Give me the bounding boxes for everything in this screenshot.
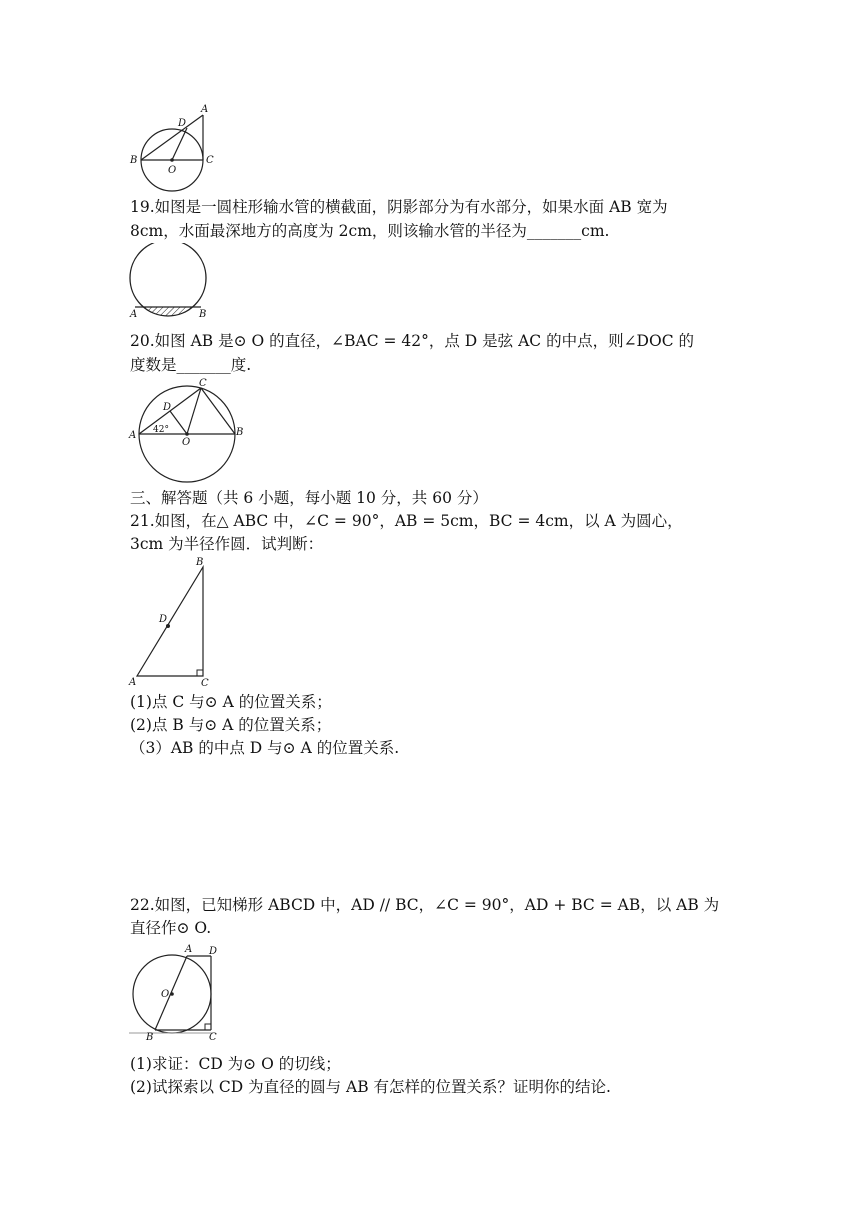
q22-sub2: (2)试探索以 CD 为直径的圆与 AB 有怎样的位置关系？证明你的结论.: [130, 1078, 611, 1096]
label-C: C: [209, 1032, 217, 1043]
q19-line2: 8cm，水面最深地方的高度为 2cm，则该输水管的半径为_______cm.: [130, 222, 610, 240]
label-A: A: [130, 309, 138, 320]
figure-trapezoid-circle: [125, 942, 230, 1044]
label-C: C: [199, 378, 207, 389]
q21-line1: 21.如图，在△ ABC 中，∠C = 90°，AB = 5cm，BC = 4cm，以 A 为圆心，: [130, 512, 683, 530]
q21-sub3: （3）AB 的中点 D 与⊙ A 的位置关系.: [130, 739, 400, 757]
q19-line1: 19.如图是一圆柱形输水管的横截面，阴影部分为有水部分，如果水面 AB 宽为: [130, 198, 668, 216]
q21-sub2: (2)点 B 与⊙ A 的位置关系；: [130, 716, 332, 734]
q22-line1: 22.如图，已知梯形 ABCD 中，AD // BC，∠C = 90°，AD + BC = AB，以 AB 为: [130, 896, 720, 914]
q22-sub1: (1)求证：CD 为⊙ O 的切线；: [130, 1055, 341, 1073]
q21-line2: 3cm 为半径作圆．试判断：: [130, 535, 324, 553]
q22-line2: 直径作⊙ O.: [130, 919, 212, 937]
label-B: B: [196, 557, 204, 568]
figure-water-pipe: [125, 243, 225, 323]
q20-line2: 度数是_______度.: [130, 356, 252, 374]
q20-line1: 20.如图 AB 是⊙ O 的直径，∠BAC = 42°，点 D 是弦 AC 的中点，则∠DOC 的: [130, 332, 694, 350]
label-A: A: [129, 430, 137, 441]
label-D: D: [178, 118, 187, 129]
figure-circle-chord: [125, 375, 255, 487]
label-B: B: [130, 155, 138, 166]
label-C: C: [206, 155, 214, 166]
figure-circle-tangent-top: [125, 100, 225, 195]
label-D: D: [163, 402, 172, 413]
label-angle: 42°: [153, 425, 169, 435]
label-A: A: [201, 104, 209, 115]
label-B: B: [199, 309, 207, 320]
label-D: D: [159, 614, 168, 625]
label-O: O: [168, 165, 177, 176]
label-O: O: [161, 989, 170, 1000]
section3-title: 三、解答题（共 6 小题，每小题 10 分，共 60 分）: [130, 489, 488, 507]
label-B: B: [236, 427, 244, 438]
figure-right-triangle: [125, 555, 225, 689]
q21-sub1: (1)点 C 与⊙ A 的位置关系；: [130, 693, 332, 711]
label-O: O: [182, 437, 191, 448]
label-B: B: [146, 1032, 154, 1043]
label-C: C: [201, 678, 209, 689]
label-A: A: [129, 677, 137, 688]
label-D: D: [209, 946, 218, 957]
label-A: A: [185, 944, 193, 955]
